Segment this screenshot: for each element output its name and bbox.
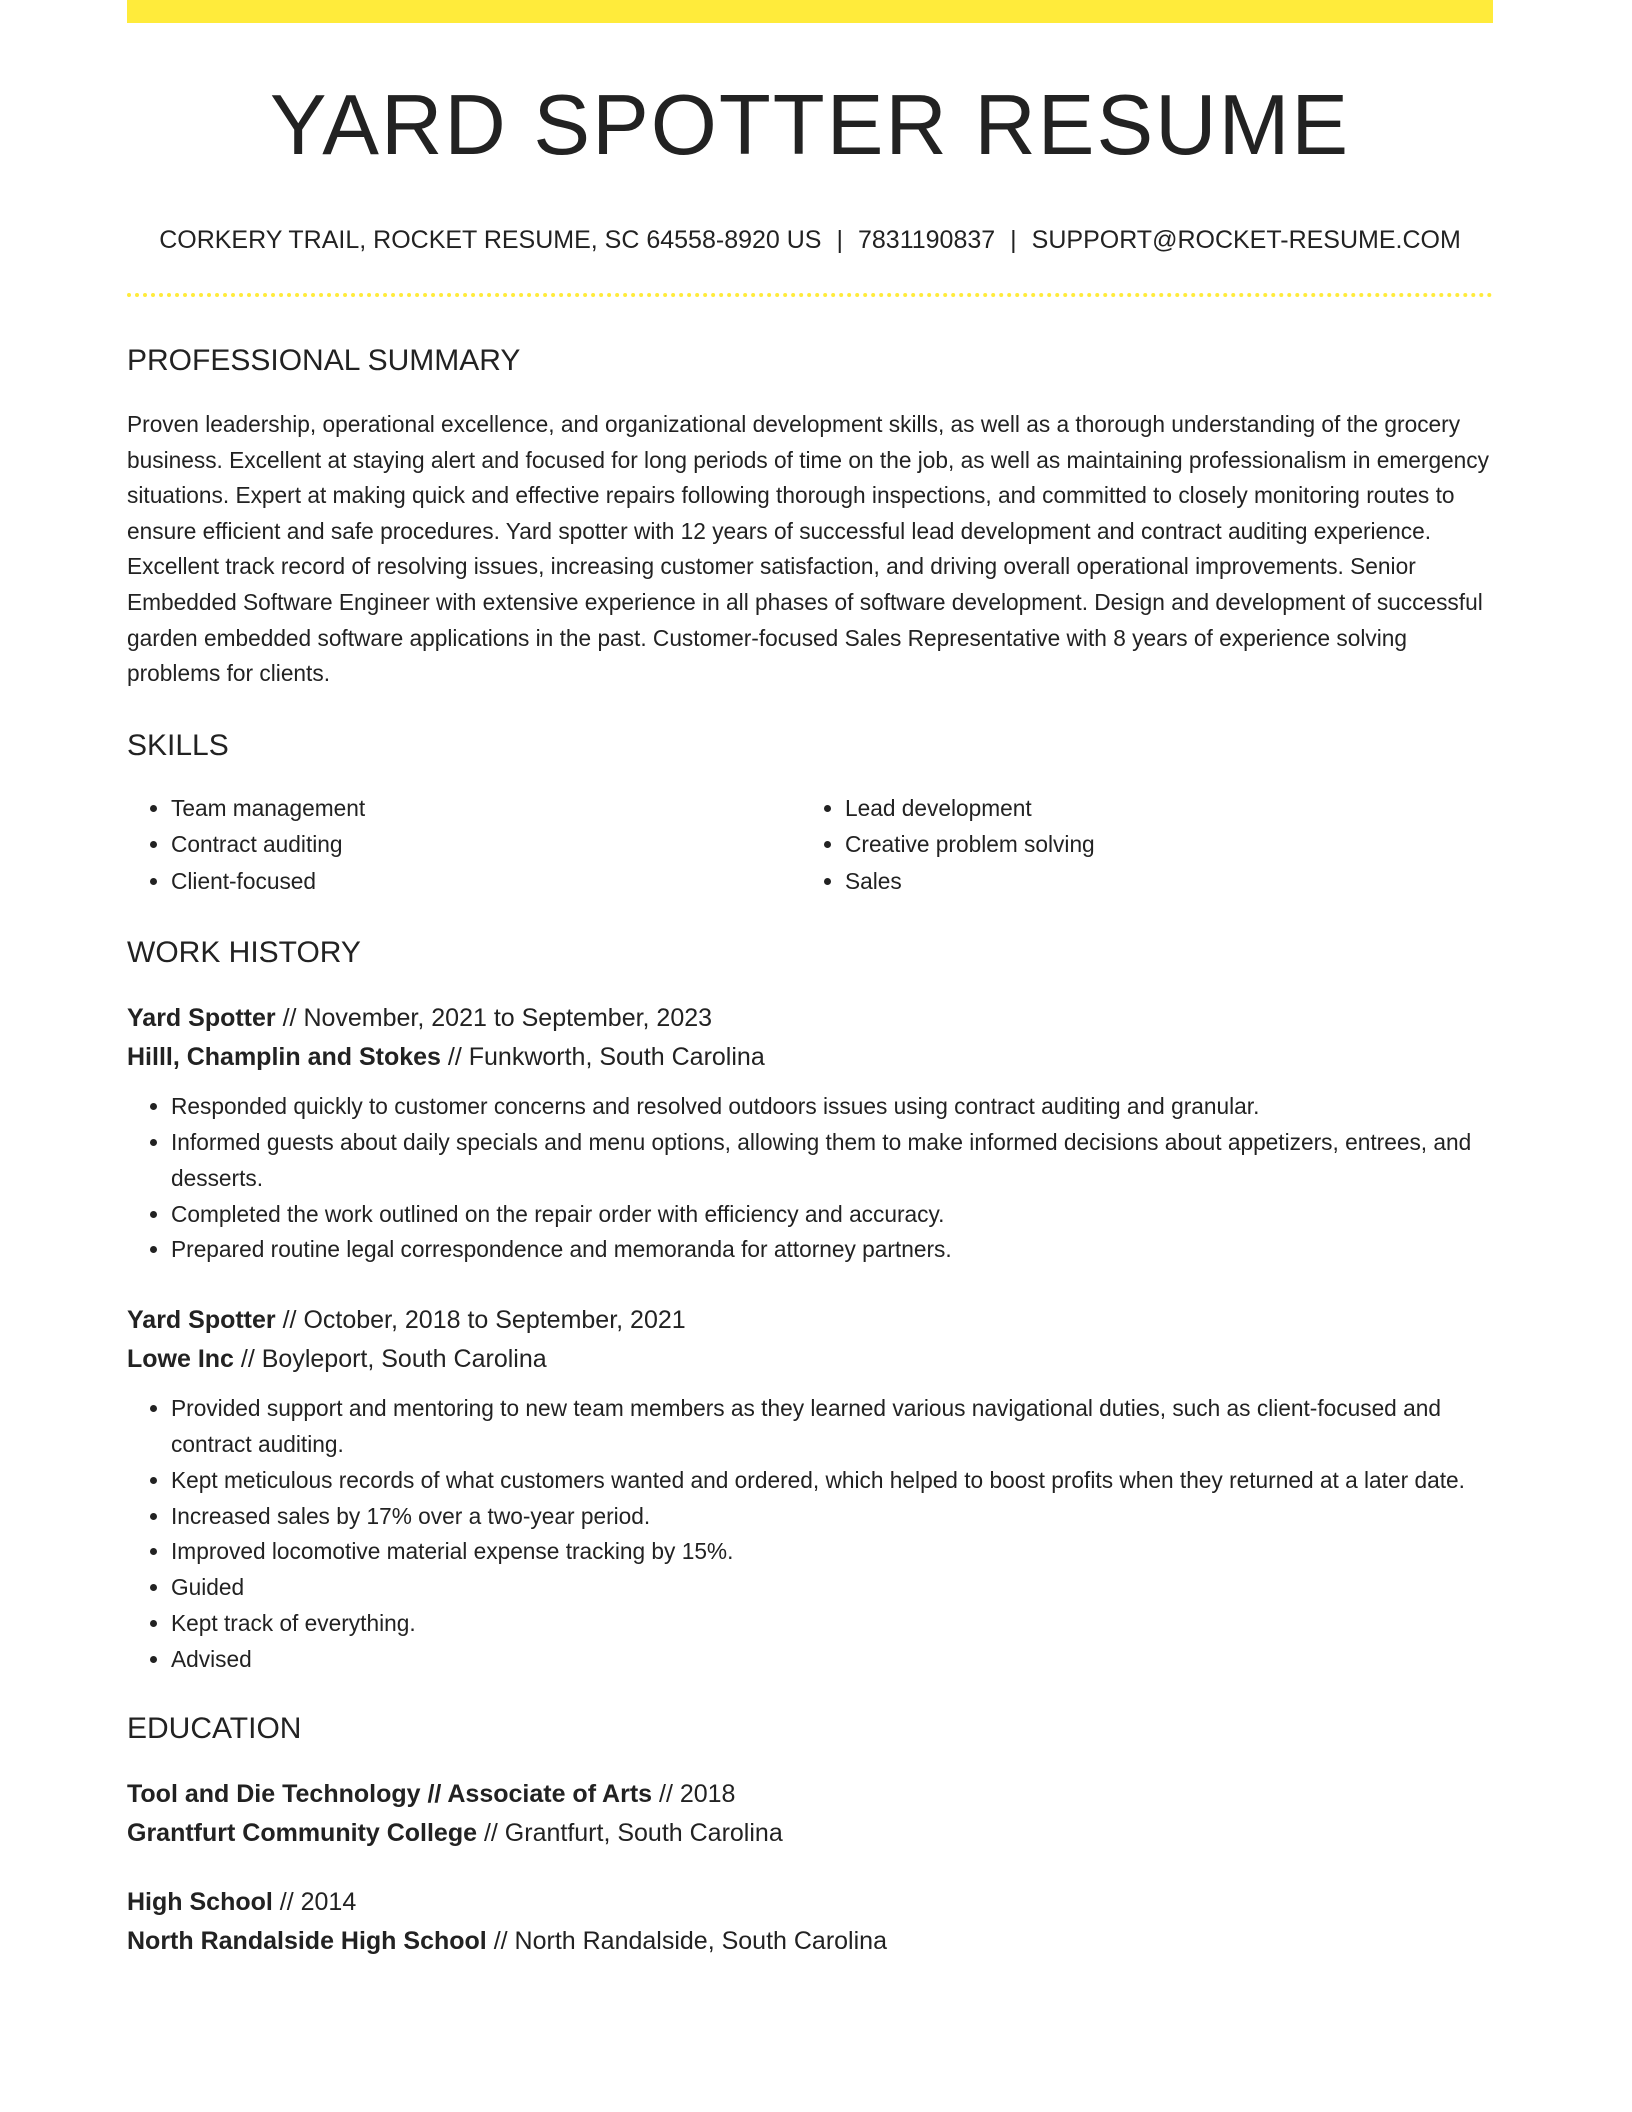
job-company: Lowe Inc: [127, 1345, 234, 1374]
contact-separator: |: [836, 226, 843, 254]
job-duty: • Guided: [171, 1570, 1493, 1606]
education-degree: Tool and Die Technology // Associate of Arts: [127, 1779, 653, 1808]
education-degree: High School: [127, 1887, 273, 1916]
job-location: // Boyleport, South Carolina: [233, 1345, 547, 1374]
work-history-heading: WORK HISTORY: [127, 936, 361, 970]
education-year: // 2014: [272, 1887, 357, 1916]
job-duty: • Improved locomotive material expense tracking by 15%.: [171, 1534, 1493, 1570]
skill-item: • Lead development: [845, 790, 1475, 827]
job-entry: [127, 999, 1493, 1268]
job-entry: [127, 1301, 1493, 1677]
skill-item: • Sales: [845, 863, 1475, 900]
job-role: Yard Spotter: [127, 1004, 276, 1033]
summary-text: Proven leadership, operational excellence, and organizational development skills, as well as a thorough understanding of the grocery business. Excellent at staying alert and focused for long periods of time on the job, as well as maintaining professionalism in emergency situations. Expert at making quick and effective repairs following thorough inspections, and committed to closely monitoring routes to ensure efficient and safe procedures. Yard spotter with 12 years of successful lead development and contract auditing experience. Excellent track record of resolving issues, increasing customer satisfaction, and driving overall operational improvements. Senior Embedded Software Engineer with extensive experience in all phases of software development. Design and development of successful garden embedded software applications in the past. Customer-focused Sales Representative with 8 years of experience solving problems for clients.: [127, 411, 1489, 687]
skill-item: • Contract auditing: [171, 826, 801, 863]
job-company-line: [127, 1038, 1493, 1077]
job-duty: • Prepared routine legal correspondence and memoranda for attorney partners.: [171, 1232, 1493, 1268]
skills-column-right: [801, 790, 1475, 900]
summary-heading: PROFESSIONAL SUMMARY: [127, 344, 521, 377]
contact-line: [127, 228, 1493, 253]
job-duty: • Informed guests about daily specials and menu options, allowing them to make informed decisions about appetizers, entrees, and desserts.: [171, 1125, 1493, 1197]
skill-item: • Client-focused: [171, 863, 801, 900]
education-location: // Grantfurt, South Carolina: [477, 1818, 783, 1847]
education-school-line: [127, 1922, 1493, 1961]
skill-item: • Creative problem solving: [845, 826, 1475, 863]
job-duties: [127, 1391, 1493, 1677]
education-location: // North Randalside, South Carolina: [486, 1926, 887, 1955]
job-dates: // October, 2018 to September, 2021: [275, 1306, 686, 1335]
education-heading: EDUCATION: [127, 1711, 302, 1745]
education-degree-line: [127, 1883, 1493, 1922]
skills-column-left: [127, 790, 801, 900]
skills-list: [127, 790, 1493, 900]
contact-separator: |: [1010, 226, 1017, 254]
job-duty: • Kept track of everything.: [171, 1606, 1493, 1642]
job-company-line: [127, 1340, 1493, 1379]
education-year: // 2018: [652, 1779, 736, 1808]
job-duty: • Kept meticulous records of what customers wanted and ordered, which helped to boost profits when they returned at a later date.: [171, 1463, 1493, 1499]
dotted-divider: [127, 293, 1493, 297]
job-duties: [127, 1089, 1493, 1268]
resume-title: YARD SPOTTER RESUME: [269, 78, 1351, 173]
job-duty: • Provided support and mentoring to new team members as they learned various navigational duties, such as client-focused and contract auditing.: [171, 1391, 1493, 1463]
accent-bar: [127, 0, 1493, 23]
education-degree-line: [127, 1775, 1493, 1814]
education-school: North Randalside High School: [127, 1926, 487, 1955]
address: CORKERY TRAIL, ROCKET RESUME, SC 64558-8920 US: [159, 226, 822, 254]
job-dates: // November, 2021 to September, 2023: [275, 1004, 713, 1033]
education-school: Grantfurt Community College: [127, 1818, 478, 1847]
education-entry: [127, 1775, 1493, 1853]
job-duty: • Responded quickly to customer concerns and resolved outdoors issues using contract auditing and granular.: [171, 1089, 1493, 1125]
job-title-line: [127, 1301, 1493, 1340]
phone: 7831190837: [857, 226, 996, 254]
skill-item: • Team management: [171, 790, 801, 827]
education-entry: [127, 1883, 1493, 1961]
job-title-line: [127, 999, 1493, 1038]
job-location: // Funkworth, South Carolina: [440, 1043, 765, 1072]
education-school-line: [127, 1814, 1493, 1853]
email: SUPPORT@ROCKET-RESUME.COM: [1031, 226, 1461, 254]
job-company: Hilll, Champlin and Stokes: [127, 1043, 441, 1072]
job-role: Yard Spotter: [127, 1306, 276, 1335]
job-duty: • Completed the work outlined on the repair order with efficiency and accuracy.: [171, 1197, 1493, 1233]
resume-page: [127, 0, 1493, 1961]
job-duty: • Increased sales by 17% over a two-year period.: [171, 1499, 1493, 1535]
job-duty: • Advised: [171, 1642, 1493, 1678]
skills-heading: SKILLS: [127, 728, 229, 762]
